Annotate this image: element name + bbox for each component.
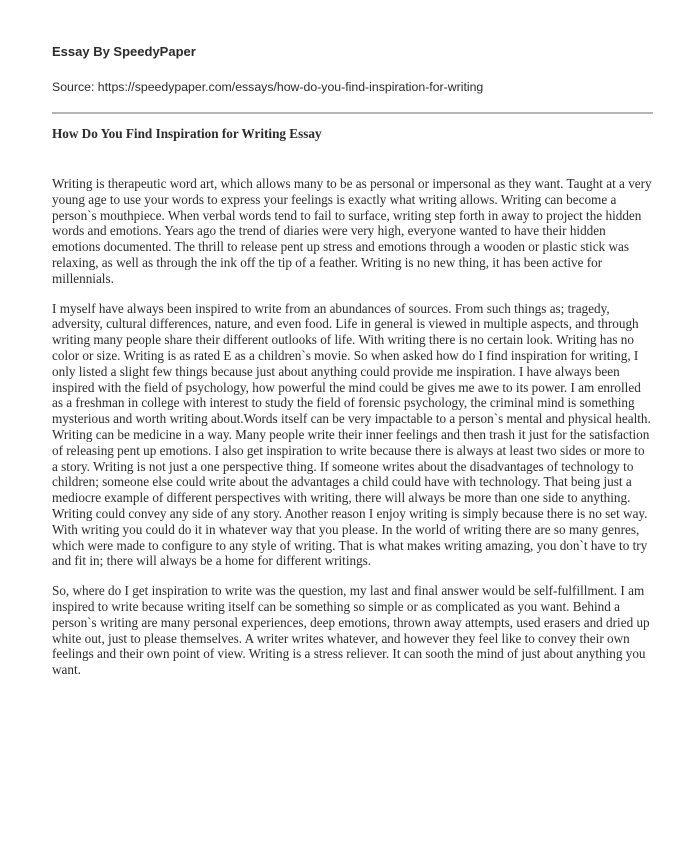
essay-paragraph-2: I myself have always been inspired to write from an abundances of sources. From such things as; tragedy, adversity, cultural differences, nature, and even food. Life in general is viewed in multiple aspects, and through writing many people share their different outlooks of life. With writing there is no certain look. Writing has no color or size. Writing is as rated E as a children`s movie. So when asked how do I find inspiration for writing, I only listed a slight few things because just about anything could provide me inspiration. I have always been inspired with the field of psychology, how powerful the mind could be gives me awe to its power. I am enrolled as a freshman in college with interest to study the field of forensic psychology, the criminal mind is something mysterious and worth writing about.Words itself can be very impactable to a person`s mental and physical health. Writing can be medicine in a way. Many people write their inner feelings and then trash it just for the satisfaction of releasing pent up emotions. I also get inspiration to write because there is always at least two sides or more to a story. Writing is not just a one perspective thing. If someone writes about the disadvantages of technology to children; someone else could write about the advantages a child could have with technology. That being just a mediocre example of different perspectives with writing, there will always be more than one side to anything. Writing could convey any side of any story. Another reason I enjoy writing is simply because there is no set way. With writing you could do it in whatever way that you please. In the world of writing there are so many genres, which were made to configure to any style of writing. That is what makes writing amazing, you don`t have to try and fit in; there will always be a home for different writings. [52, 300, 651, 569]
header-divider [52, 112, 653, 114]
essay-paragraph-3: So, where do I get inspiration to write was the question, my last and final answer would be self-fulfillment. I am inspired to write because writing itself can be something so simple or as complicated as you want. Behind a person`s writing are many personal experiences, deep emotions, thrown away attempts, used erasers and dried up white out, just to please themselves. A writer writes whatever, and however they feel like to convey their own feelings and their own point of view. Writing is a stress reliever. It can sooth the mind of just about anything you want. [52, 583, 650, 678]
essay-body [52, 176, 653, 678]
essay-paragraph-1: Writing is therapeutic word art, which allows many to be as personal or impersonal as they want. Taught at a very young age to use your words to express your feelings is exactly what writing allows. Writing can become a person`s mouthpiece. When verbal words tend to fail to surface, writing step forth in away to project the hidden words and emotions. Years ago the trend of diaries were very high, everyone wanted to have their hidden emotions documented. The thrill to release pent up stress and emotions through a wooden or plastic stick was relaxing, as well as through the ink off the tip of a feather. Writing is no new thing, it has been active for millennials. [52, 176, 652, 286]
document-brand: Essay By SpeedyPaper [52, 44, 196, 59]
document-source: Source: https://speedypaper.com/essays/how-do-you-find-inspiration-for-writing [52, 80, 484, 94]
essay-title: How Do You Find Inspiration for Writing Essay [52, 126, 322, 141]
